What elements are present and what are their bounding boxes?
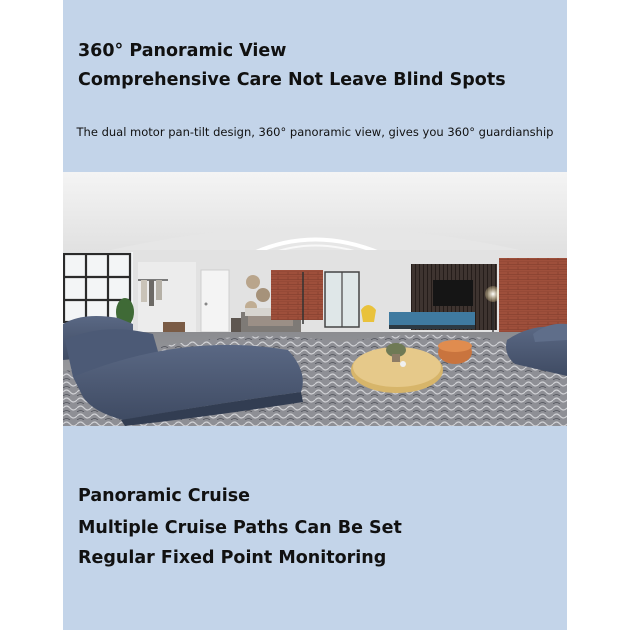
feature-tagline: Comprehensive Care Not Leave Blind Spots [78, 70, 506, 90]
cruise-title: Panoramic Cruise [78, 486, 251, 506]
product-banner [63, 0, 567, 630]
cruise-feature-paths: Multiple Cruise Paths Can Be Set [78, 518, 402, 538]
cruise-feature-monitoring: Regular Fixed Point Monitoring [78, 548, 387, 568]
panoramic-room-image [63, 172, 567, 426]
feature-description: The dual motor pan-tilt design, 360° panoramic view, gives you 360° guardianship [76, 125, 554, 139]
feature-title: 360° Panoramic View [78, 41, 287, 61]
